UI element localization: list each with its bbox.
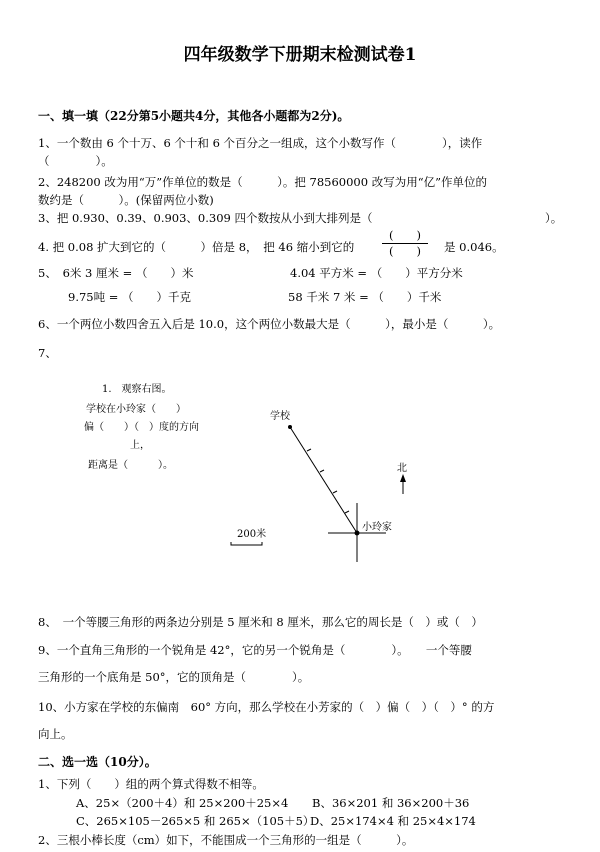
school-home-line <box>290 427 357 533</box>
section2-heading: 二、选一选（10分）。 <box>38 755 157 769</box>
question-2-line1: 2、248200 改为用“万”作单位的数是（ ）。把 78560000 改写为用“亿”作单位的 <box>38 175 487 189</box>
question-4-part1: 4. 把 0.08 扩大到它的（ ）倍是 8， 把 46 缩小到它的 <box>38 240 355 254</box>
question-10-line1: 10、小方家在学校的东偏南 60° 方向，那么学校在小芳家的（ ）偏（ ）（ ）° 的方 <box>38 700 495 714</box>
path-tick <box>345 511 349 513</box>
question-7: 7、 <box>38 346 57 360</box>
question-1-line2: （ ）。 <box>38 154 113 168</box>
map-north-label: 北 <box>397 463 407 474</box>
question-1-line1: 1、一个数由 6 个十万、6 个十和 6 个百分之一组成，这个小数写作（ ），读作 <box>38 136 483 150</box>
question-10-line2: 向上。 <box>38 727 73 741</box>
map-home-label: 小玲家 <box>362 522 392 533</box>
path-tick <box>333 491 337 493</box>
page-title: 四年级数学下册期末检测试卷1 <box>183 45 417 65</box>
question-5-c: 9.75吨 = （ ）千克 <box>68 290 192 304</box>
path-tick <box>320 470 324 472</box>
question-6: 6、一个两位小数四舍五入后是 10.0，这个两位小数最大是（ ），最小是（ ）。 <box>38 317 501 331</box>
mc-question-1-option-c: C、265×105－265×5 和 265×（105＋5） <box>76 814 315 828</box>
map-scale-label: 200米 <box>237 529 267 540</box>
question-7-sub1: 1. 观察右图。 <box>102 384 172 395</box>
question-4-part2: 是 0.046。 <box>444 240 504 254</box>
path-tick <box>307 449 311 451</box>
mc-question-1-option-d: D、25×174×4 和 25×4×174 <box>310 814 476 828</box>
question-3: 3、把 0.930、0.39、0.903、0.309 四个数按从小到大排列是（ ）。 <box>38 211 563 225</box>
question-8: 8、 一个等腰三角形的两条边分别是 5 厘米和 8 厘米，那么它的周长是（ ）或（ ） <box>38 615 483 629</box>
question-9-line1: 9、一个直角三角形的一个锐角是 42°，它的另一个锐角是（ ）。 一个等腰 <box>38 643 472 657</box>
fraction-numerator: ( ) <box>389 228 421 242</box>
school-point <box>288 425 292 429</box>
mc-question-2: 2、三根小棒长度（cm）如下，不能围成一个三角形的一组是（ ）。 <box>38 833 414 847</box>
question-7-sub5: 距离是（ ）。 <box>88 460 173 471</box>
mc-question-1: 1、下列（ ）组的两个算式得数不相等。 <box>38 777 264 791</box>
map-school-label: 学校 <box>270 411 290 422</box>
mc-question-1-option-b: B、36×201 和 36×200＋36 <box>312 796 470 810</box>
section1-heading: 一、填一填（22分第5小题共4分，其他各小题都为2分)。 <box>38 109 350 123</box>
fraction-denominator: ( ) <box>389 244 421 258</box>
question-5-d: 58 千米 7 米 = （ ）千米 <box>288 290 442 304</box>
question-7-sub2: 学校在小玲家（ ） <box>86 404 186 415</box>
question-5-b: 4.04 平方米 = （ ）平方分米 <box>290 266 463 280</box>
scale-bar <box>231 542 262 545</box>
question-7-sub4: 上， <box>130 440 150 451</box>
north-arrow-icon <box>400 474 406 482</box>
question-5-a: 5、 6米 3 厘米 = （ ）米 <box>38 266 194 280</box>
question-7-sub3: 偏（ ）（ ）度的方向 <box>84 422 199 433</box>
question-9-line2: 三角形的一个底角是 50°，它的顶角是（ ）。 <box>38 670 310 684</box>
home-point <box>355 531 360 536</box>
mc-question-1-option-a: A、25×（200＋4）和 25×200＋25×4 <box>76 796 289 810</box>
question-2-line2: 数约是（ ）。(保留两位小数) <box>38 193 214 207</box>
